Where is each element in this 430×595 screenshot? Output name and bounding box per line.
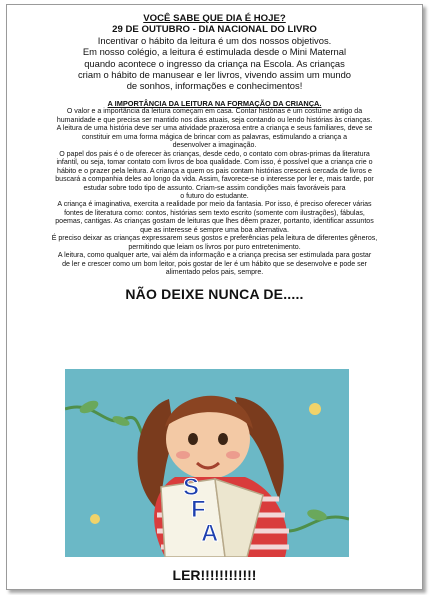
body-line: de ler e crescer como um bom leitor, pois gostar de ler é um hábito que se desenvolve e pode ser: [62, 260, 367, 268]
cheek: [226, 451, 240, 459]
flower: [90, 514, 100, 524]
body-line: desenvolver a imaginação.: [172, 142, 257, 150]
body-line: alimentado pelos pais, sempre.: [165, 269, 264, 277]
book-letter-f: F: [191, 496, 206, 523]
reading-girl-illustration: [65, 369, 349, 557]
body-line: A leitura, como qualquer arte, vai além da informação e a criança precisa ser estimulada para gostar: [57, 252, 372, 260]
closing-heading: LER!!!!!!!!!!!!: [172, 567, 257, 583]
body-line: A criança é imaginativa, exercita a realidade por meio da fantasia. Por isso, é preciso oferecer várias: [57, 201, 372, 209]
cta-heading: NÃO DEIXE NUNCA DE.....: [125, 285, 304, 302]
body-line: permitindo que leiam os livros por puro entretenimento.: [128, 243, 301, 251]
body-line: O valor e a importância da leitura começam em casa. Contar histórias é um costume antigo da: [66, 108, 363, 116]
page-title: VOCÊ SABE QUE DIA É HOJE?: [143, 13, 286, 24]
book-letter-a: A: [201, 520, 219, 547]
intro-line-1: Incentivar o hábito da leitura é um dos nossos objetivos.: [97, 35, 332, 46]
body-line: fontes de literatura como: contos, histórias sem texto escrito (somente com ilustrações), fábulas,: [64, 209, 365, 217]
body-line: o futuro do estudante.: [180, 193, 249, 201]
section-title: A IMPORTÂNCIA DA LEITURA NA FORMAÇÃO DA CRIANÇA.: [107, 99, 322, 109]
body-line: humanidade e que precisa ser mantido nos dias atuais, seja contando ou lendo histórias às crianças.: [56, 116, 373, 124]
left-eye: [188, 433, 198, 445]
header-block: [7, 13, 422, 91]
date-heading: 29 DE OUTUBRO - DIA NACIONAL DO LIVRO: [112, 24, 317, 35]
intro-line-5: de sonhos, informações e conhecimentos!: [126, 80, 303, 92]
intro-line-2: Em nosso colégio, a leitura é estimulada desde o Mini Maternal: [82, 46, 347, 58]
right-eye: [218, 433, 228, 445]
illustration-svg: [65, 369, 349, 557]
flyer-page: [6, 4, 423, 590]
cheek: [176, 451, 190, 459]
book-letter-s: S: [183, 474, 200, 501]
body-line: hábito e o prazer pela leitura. A criança a quem os pais contam histórias crescerá cercada de livros e: [57, 167, 372, 175]
body-line: poemas, cantigas. As crianças gostam de leituras que lhes dêem prazer, portanto, identificar assuntos: [55, 218, 374, 226]
body-line: estudar sobre todo tipo de assunto. Criam-se assim condições mais favoráveis para: [83, 184, 346, 192]
body-line: que as interesse é sempre uma boa alternativa.: [140, 226, 289, 234]
body-line: constituir em uma forma mágica de brincar com as palavras, estimulando a criança a: [81, 133, 348, 141]
body-line: O papel dos pais é o de oferecer às crianças, desde cedo, o contato com obras-primas da literatura: [59, 150, 370, 158]
flower: [309, 403, 321, 415]
section-body: [7, 108, 422, 277]
body-line: A leitura de uma história deve ser uma atividade prazerosa entre a criança e seus familiares, deve se: [56, 125, 373, 133]
body-line: buscará a companhia deles ao longo da vida. Assim, favorece-se o interesse por ler e, mais tarde, por: [55, 176, 374, 184]
intro-line-4: criam o hábito de manusear e ler livros, vivendo assim um mundo: [77, 68, 352, 80]
body-line: infantil, ou seja, tomar contato com livros de boa qualidade. Com isso, é possível que a criança crie o: [56, 159, 373, 167]
body-line: É preciso deixar as crianças expressarem seus gostos e preferências pela leitura de diferentes gêneros,: [51, 235, 378, 243]
intro-line-3: quando acontece o ingresso da criança na Escola. As crianças: [84, 57, 345, 69]
